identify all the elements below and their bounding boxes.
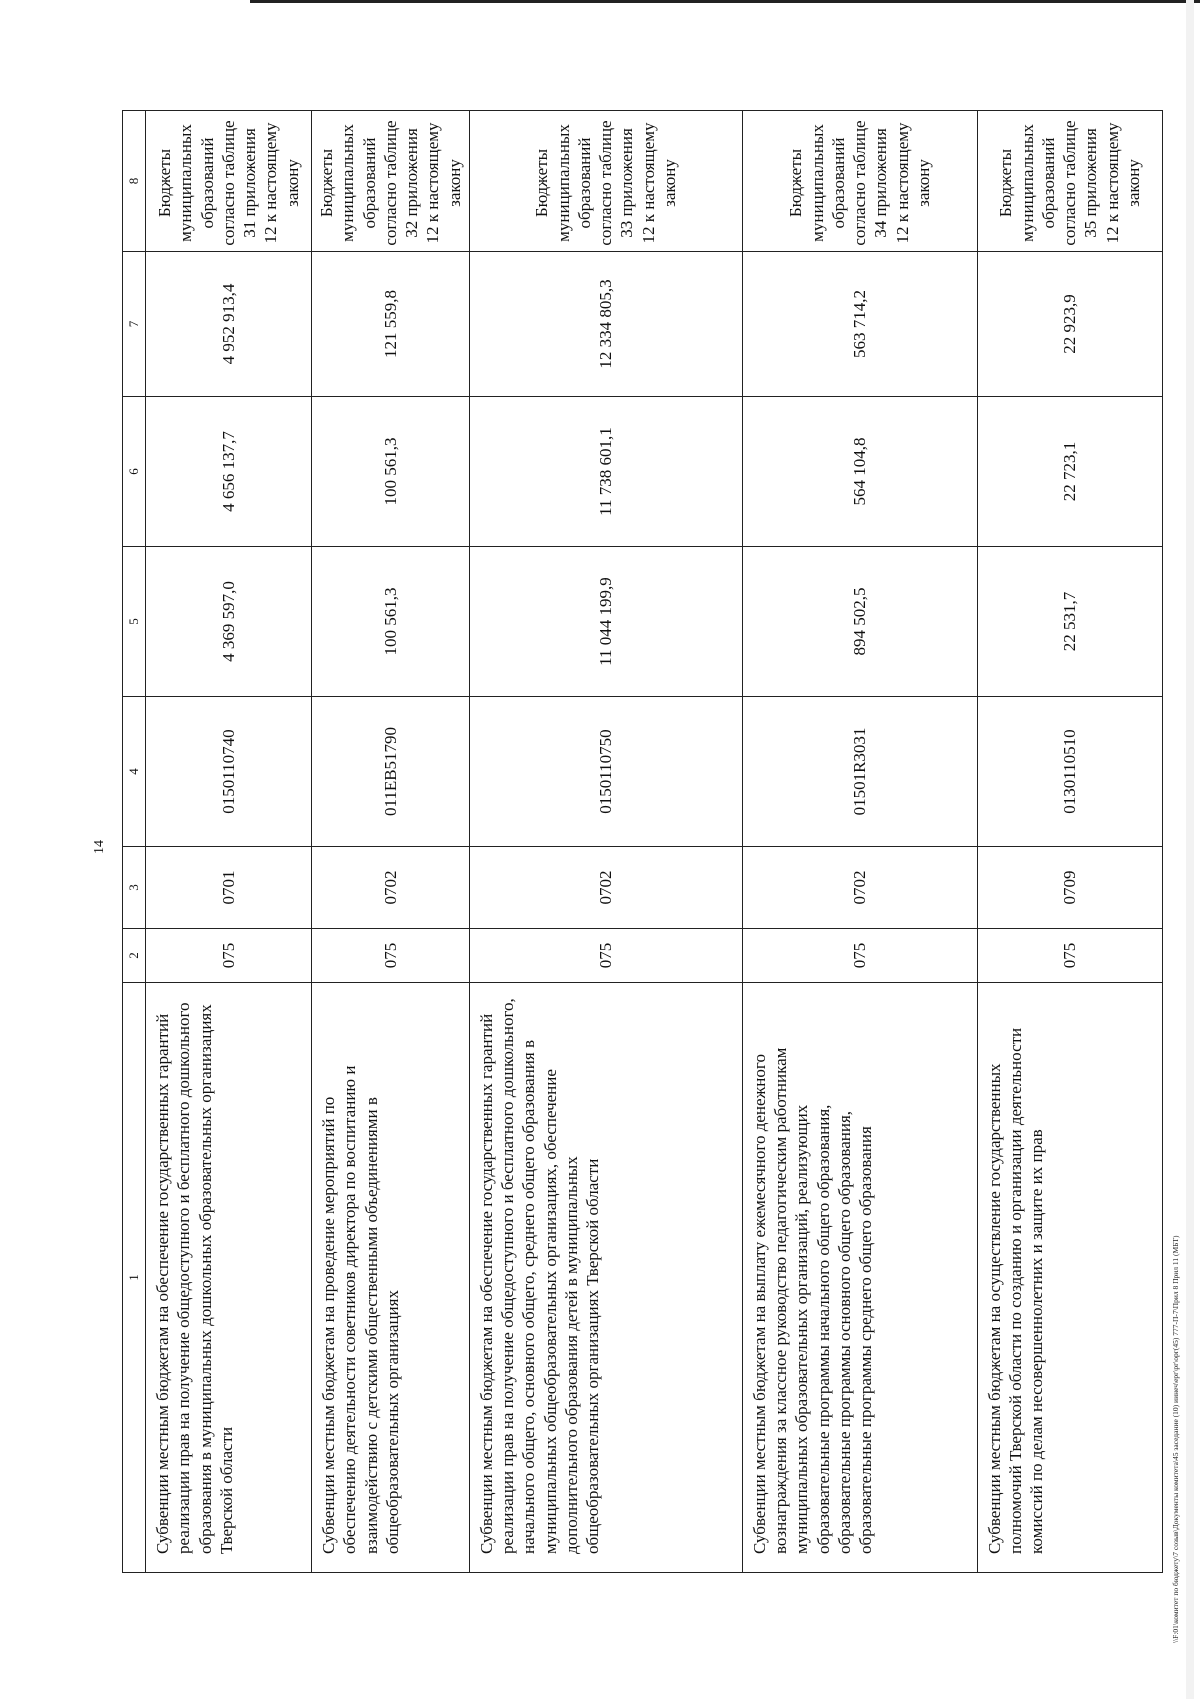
recipient-cell: Бюджеты муниципальных образований согласно таблице 32 приложения 12 к настоящему закону: [312, 111, 470, 252]
recipient-cell: Бюджеты муниципальных образований согласно таблице 35 приложения 12 к настоящему закону: [977, 111, 1162, 252]
column-header: 6: [123, 397, 146, 547]
amount-cell: 11 044 199,9: [469, 547, 742, 697]
section-code-cell: 0709: [977, 847, 1162, 929]
target-code-cell: 0150110740: [146, 697, 312, 847]
recipient-cell: Бюджеты муниципальных образований согласно таблице 31 приложения 12 к настоящему закону: [146, 111, 312, 252]
amount-cell: 4 656 137,7: [146, 397, 312, 547]
amount-cell: 11 738 601,1: [469, 397, 742, 547]
description-cell: Субвенции местным бюджетам на выплату ежемесячного денежного вознаграждения за классное руководство педагогическим работникам муниципальных образовательных организаций, реализующих образовательные программы начального общего образования, образовательные программы основного общего образования, образовательные программы среднего общего образования: [742, 983, 977, 1573]
amount-cell: 22 723,1: [977, 397, 1162, 547]
table-row: [977, 111, 1162, 1573]
footer-file-path: \\F:01\комитет по бюджету\7 созыв\Документы комитета\45 заседание (10) иинеч\ерг\рг\орг(45) 777-П-7\Прил 8 Прил 11 (МБТ): [1171, 1235, 1180, 1643]
admin-code-cell: 075: [469, 929, 742, 983]
table-row: [146, 111, 312, 1573]
column-header: 4: [123, 697, 146, 847]
target-code-cell: 0130110510: [977, 697, 1162, 847]
description-cell: Субвенции местным бюджетам на проведение мероприятий по обеспечению деятельности советников директора по воспитанию и взаимодействию с детскими общественными объединениями в общеобразовательных организациях: [312, 983, 470, 1573]
table-row: [469, 111, 742, 1573]
description-cell: Субвенции местным бюджетам на обеспечение государственных гарантий реализации прав на получение общедоступного и бесплатного дошкольного, начального общего, основного общего, среднего общего образования в муниципальных общеобразовательных организациях, обеспечение дополнительного образования детей в муниципальных общеобразовательных организациях Тверской области: [469, 983, 742, 1573]
header-row: [123, 111, 146, 1573]
section-code-cell: 0702: [742, 847, 977, 929]
admin-code-cell: 075: [742, 929, 977, 983]
recipient-cell: Бюджеты муниципальных образований согласно таблице 33 приложения 12 к настоящему закону: [469, 111, 742, 252]
column-header: 7: [123, 252, 146, 397]
section-code-cell: 0702: [469, 847, 742, 929]
recipient-cell: Бюджеты муниципальных образований согласно таблице 34 приложения 12 к настоящему закону: [742, 111, 977, 252]
column-header: 5: [123, 547, 146, 697]
description-cell: Субвенции местным бюджетам на обеспечение государственных гарантий реализации прав на получение общедоступного и бесплатного дошкольного образования в муниципальных дошкольных образовательных организациях Тверской области: [146, 983, 312, 1573]
section-code-cell: 0701: [146, 847, 312, 929]
table-row: [312, 111, 470, 1573]
target-code-cell: 011EB51790: [312, 697, 470, 847]
admin-code-cell: 075: [977, 929, 1162, 983]
column-header: 3: [123, 847, 146, 929]
amount-cell: 100 561,3: [312, 547, 470, 697]
amount-cell: 563 714,2: [742, 252, 977, 397]
description-cell: Субвенции местным бюджетам на осуществление государственных полномочий Тверской области по созданию и организации деятельности комиссий по делам несовершеннолетних и защите их прав: [977, 983, 1162, 1573]
amount-cell: 4 952 913,4: [146, 252, 312, 397]
table-row: [742, 111, 977, 1573]
target-code-cell: 01501R3031: [742, 697, 977, 847]
amount-cell: 894 502,5: [742, 547, 977, 697]
column-header: 8: [123, 111, 146, 252]
amount-cell: 100 561,3: [312, 397, 470, 547]
column-header: 2: [123, 929, 146, 983]
subventions-table: [122, 110, 1163, 1573]
admin-code-cell: 075: [312, 929, 470, 983]
target-code-cell: 0150110750: [469, 697, 742, 847]
amount-cell: 22 923,9: [977, 252, 1162, 397]
amount-cell: 12 334 805,3: [469, 252, 742, 397]
page-number: 14: [92, 840, 107, 854]
amount-cell: 564 104,8: [742, 397, 977, 547]
amount-cell: 22 531,7: [977, 547, 1162, 697]
amount-cell: 4 369 597,0: [146, 547, 312, 697]
admin-code-cell: 075: [146, 929, 312, 983]
amount-cell: 121 559,8: [312, 252, 470, 397]
column-header: 1: [123, 983, 146, 1573]
section-code-cell: 0702: [312, 847, 470, 929]
